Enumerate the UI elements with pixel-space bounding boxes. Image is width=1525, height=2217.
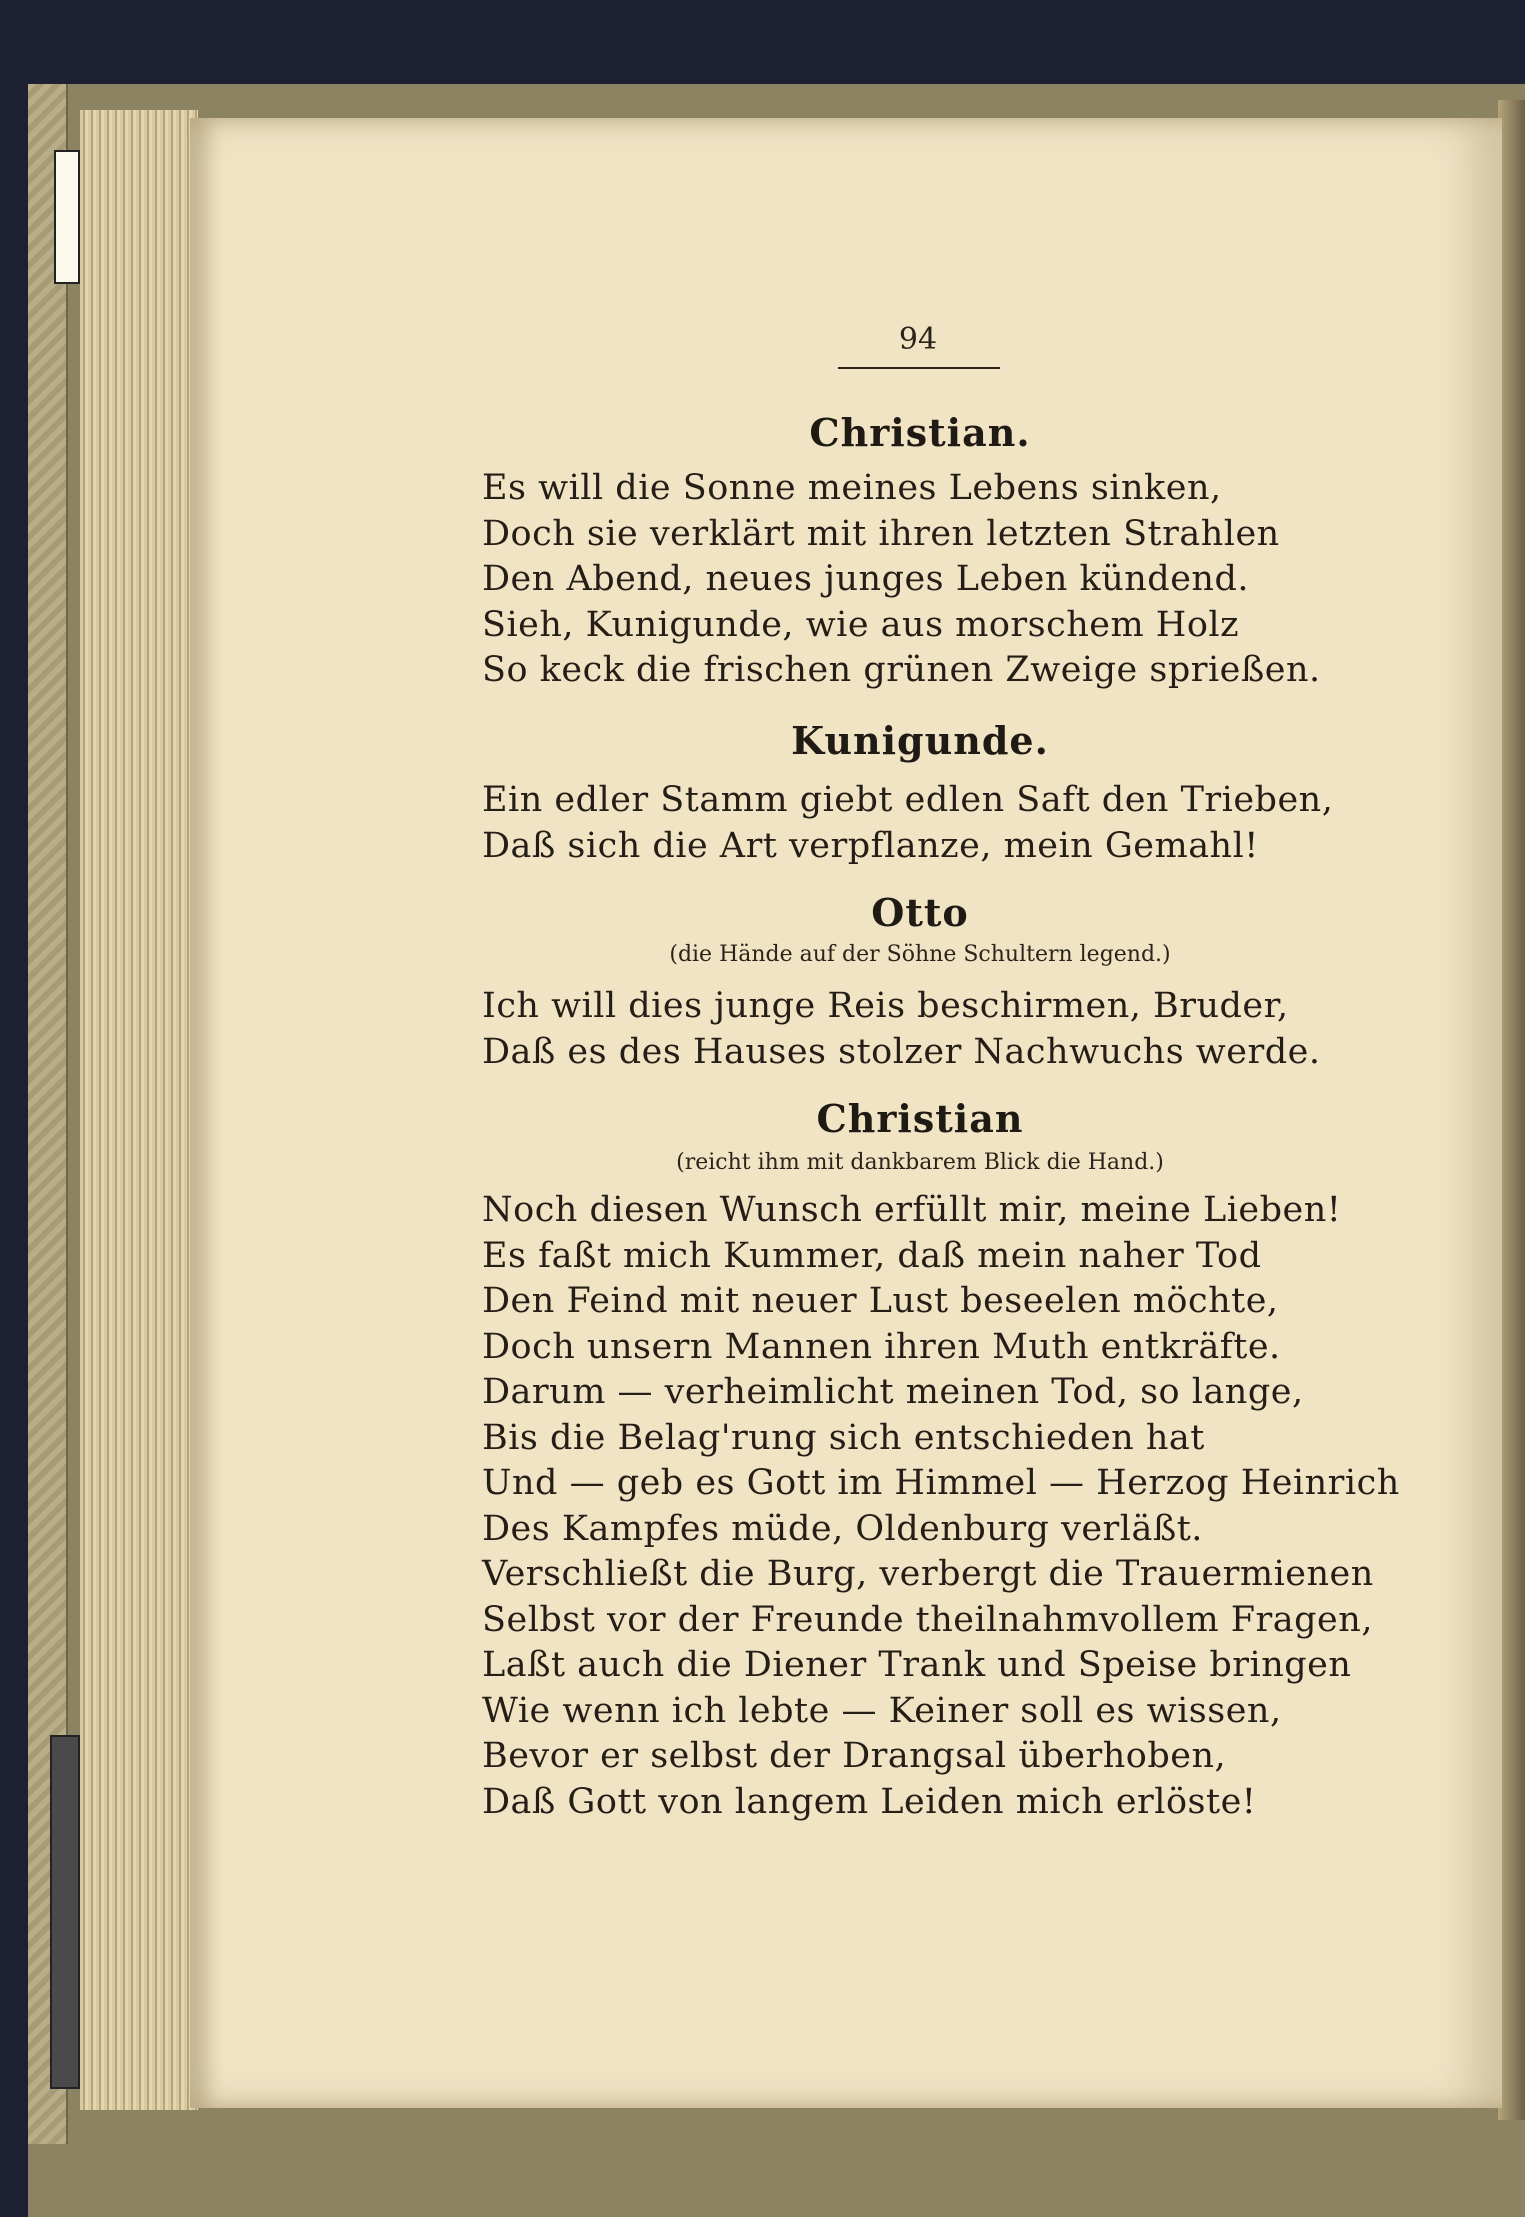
verse-block: [482, 1188, 1400, 1825]
speaker-name: Otto: [871, 890, 969, 935]
verse-line: Verschließt die Burg, verbergt die Trauermienen: [482, 1554, 1374, 1594]
verse-block: [482, 984, 1320, 1075]
dark-tab: [50, 1735, 80, 2089]
verse-line: Bis die Belag'rung sich entschieden hat: [482, 1417, 1205, 1458]
verse-line: Es will die Sonne meines Lebens sinken,: [482, 468, 1222, 508]
verse-line: Des Kampfes müde, Oldenburg verläßt.: [482, 1508, 1203, 1549]
verse-line: Den Abend, neues junges Leben kündend.: [482, 559, 1249, 599]
verse-line: Doch unsern Mannen ihren Muth entkräfte.: [482, 1326, 1281, 1367]
page-stack: [80, 110, 198, 2110]
verse-line: Den Feind mit neuer Lust beseelen möchte,: [482, 1281, 1279, 1321]
verse-line: Wie wenn ich lebte — Keiner soll es wissen,: [482, 1690, 1282, 1731]
verse-line: Ein edler Stamm giebt edlen Saft den Trieben,: [482, 780, 1334, 820]
verse-line: Daß es des Hauses stolzer Nachwuchs werde.: [482, 1031, 1321, 1072]
spine-edge: [1498, 100, 1525, 2120]
verse-line: Und — geb es Gott im Himmel — Herzog Heinrich: [482, 1463, 1400, 1503]
speaker-name: Kunigunde.: [791, 718, 1049, 763]
verse-line: Selbst vor der Freunde theilnahmvollem Fragen,: [482, 1599, 1373, 1640]
verse-line: So keck die frischen grünen Zweige sprießen.: [482, 650, 1321, 690]
verse-line: Sieh, Kunigunde, wie aus morschem Holz: [482, 604, 1240, 645]
speaker-name: Christian: [816, 1096, 1024, 1141]
verse-line: Ich will dies junge Reis beschirmen, Bruder,: [482, 986, 1289, 1026]
verse-line: Daß Gott von langem Leiden mich erlöste!: [482, 1781, 1257, 1822]
verse-block: [482, 778, 1333, 869]
speaker-name: Christian.: [809, 410, 1031, 455]
verse-line: Darum — verheimlicht meinen Tod, so lange,: [482, 1372, 1304, 1412]
verse-line: Doch sie verklärt mit ihren letzten Strahlen: [482, 513, 1280, 554]
paper-tab: [54, 150, 80, 284]
verse-line: Noch diesen Wunsch erfüllt mir, meine Lieben!: [482, 1190, 1342, 1230]
verse-line: Es faßt mich Kummer, daß mein naher Tod: [482, 1235, 1262, 1276]
verse-line: Daß sich die Art verpflanze, mein Gemahl!: [482, 825, 1259, 866]
verse-line: Laßt auch die Diener Trank und Speise bringen: [482, 1645, 1352, 1685]
page-number: 94: [898, 322, 938, 357]
header-rule: [838, 367, 1000, 369]
verse-line: Bevor er selbst der Drangsal überhoben,: [482, 1736, 1227, 1776]
stage-direction: (die Hände auf der Söhne Schultern legend.): [669, 942, 1171, 967]
verse-block: [482, 466, 1321, 694]
stage-direction: (reicht ihm mit dankbarem Blick die Hand.): [676, 1150, 1164, 1175]
